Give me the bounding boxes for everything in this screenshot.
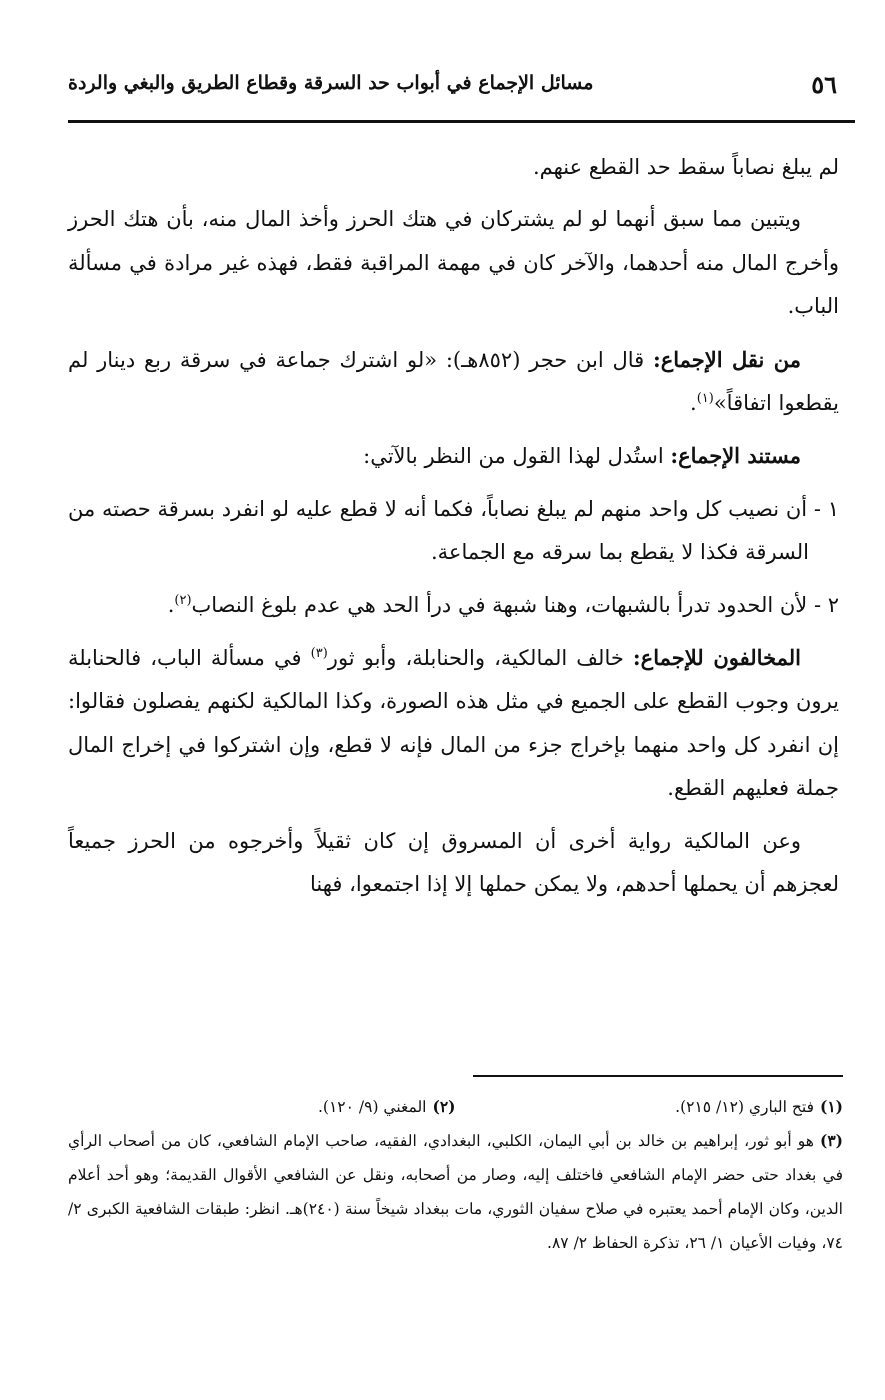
footnote-ref-3[interactable]: (٣) xyxy=(310,646,328,662)
list-item-2-text: ٢ - لأن الحدود تدرأ بالشبهات، وهنا شبهة في درأ الحد هي عدم بلوغ النصاب xyxy=(191,592,839,617)
term-consensus-source: من نقل الإجماع: xyxy=(652,346,801,372)
footnote-1-number: (١) xyxy=(819,1097,843,1116)
footnote-2-text: المغني (٩/ ١٢٠). xyxy=(317,1098,427,1116)
footnote-2-number: (٢) xyxy=(432,1097,456,1116)
list-item-2 xyxy=(68,584,839,627)
list-item-2-end: . xyxy=(167,592,175,617)
footnote-ref-1[interactable]: (١) xyxy=(696,391,714,407)
footnote-row-1-2 xyxy=(68,1090,843,1124)
dissenters-text-b: في مسألة الباب، فالحنابلة يرون وجوب القطع على الجميع في مثل هذه الصورة، وكذا المالكية لكنهم يفصلون فقالوا: إن انفرد كل واحد منهما بإخراج جزء من المال فإنه لا قطع، وإن اشتركوا في إخراج المال جملة فعليهم القطع. xyxy=(68,646,839,801)
footnote-ref-2[interactable]: (٢) xyxy=(174,592,192,608)
paragraph-dissenters xyxy=(68,636,839,811)
paragraph-consensus-basis xyxy=(68,434,839,478)
list-item-1: ١ - أن نصيب كل واحد منهم لم يبلغ نصاباً، فكما أنه لا قطع عليه لو انفرد بسرقة حصته من السرقة فكذا لا يقطع بما سرقه مع الجماعة. xyxy=(68,496,839,565)
footnote-3 xyxy=(68,1124,843,1260)
page-header xyxy=(68,66,855,123)
dissenters-text-a: خالف المالكية، والحنابلة، وأبو ثور xyxy=(327,646,633,671)
term-consensus-basis: مستند الإجماع: xyxy=(670,443,801,469)
term-dissenters: المخالفون للإجماع: xyxy=(632,645,801,671)
main-text xyxy=(68,146,839,916)
consensus-source-end: . xyxy=(690,391,697,416)
running-title: مسائل الإجماع في أبواب حد السرقة وقطاع الطريق والبغي والردة xyxy=(68,72,594,94)
footnote-3-number: (٣) xyxy=(819,1131,843,1150)
footnote-3-text: هو أبو ثور، إبراهيم بن خالد بن أبي اليمان، الكلبي، البغدادي، الفقيه، صاحب الإمام الشافعي، كان من أصحاب الرأي في بغداد حتى حضر الإمام الشافعي فاختلف إليه، وصار من أصحابه، ونقل عن الشافعي الأقوال القديمة؛ وهو أحد أعلام الدين، وكان الإمام أحمد يعتبره في صلاح سفيان الثوري، مات ببغداد شيخاً سنة (٢٤٠)هـ. انظر: طبقات الشافعية الكبرى ٢/ ٧٤، وفيات الأعيان ١/ ٢٦، تذكرة الحفاظ ٢/ ٨٧. xyxy=(68,1132,843,1252)
paragraph-clarification: ويتبين مما سبق أنهما لو لم يشتركان في هتك الحرز وأخذ المال منه، بأن هتك الحرز وأخرج المال منه أحدهما، والآخر كان في مهمة المراقبة فقط، فهذه غير مرادة في مسألة الباب. xyxy=(68,207,839,319)
consensus-source-text: قال ابن حجر (٨٥٢هـ): «لو اشترك جماعة في سرقة ربع دينار لم يقطعوا اتفاقاً» xyxy=(68,347,839,416)
paragraph-maliki-narration: وعن المالكية رواية أخرى أن المسروق إن كان ثقيلاً وأخرجوه من الحرز جميعاً لعجزهم أن يحملها أحدهم، ولا يمكن حملها إلا إذا اجتمعوا، فهنا xyxy=(68,828,839,897)
consensus-basis-text: استُدل لهذا القول من النظر بالآتي: xyxy=(363,444,671,469)
footnote-1-text: فتح الباري (١٢/ ٢١٥). xyxy=(675,1098,814,1116)
footnote-1 xyxy=(456,1090,844,1124)
paragraph-continuation: لم يبلغ نصاباً سقط حد القطع عنهم. xyxy=(532,155,839,179)
footnote-2 xyxy=(68,1090,456,1124)
paragraph-consensus-source xyxy=(68,338,839,426)
footnotes xyxy=(68,1090,843,1260)
page-number: ٥٦ xyxy=(811,70,837,99)
footnote-separator xyxy=(473,1075,843,1077)
